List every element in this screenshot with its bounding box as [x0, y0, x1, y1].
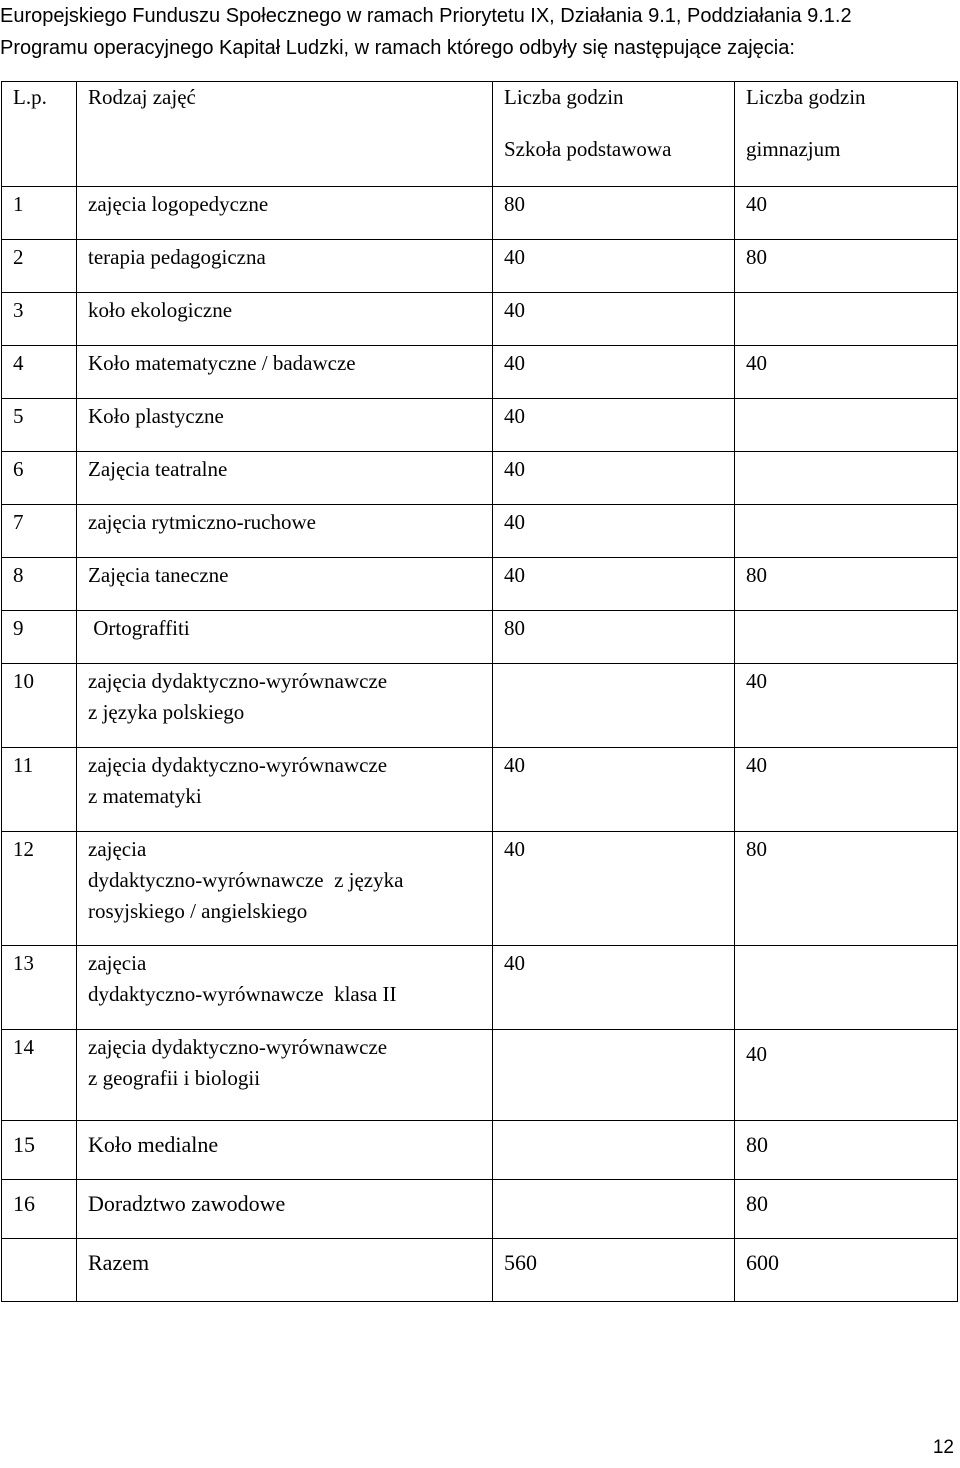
- row-activity-line: z matematyki: [88, 784, 202, 808]
- intro-line-1: Europejskiego Funduszu Społecznego w ramach Priorytetu IX, Działania 9.1, Poddziałania 9.1.2: [0, 5, 852, 27]
- row-number: 13: [2, 946, 77, 1030]
- row-number: 5: [2, 399, 77, 452]
- total-number-cell: [2, 1239, 77, 1302]
- table-row: [2, 399, 958, 452]
- row-number: 8: [2, 558, 77, 611]
- row-primary-hours: 40: [493, 832, 735, 946]
- row-activity: zajęcia rytmiczno-ruchowe: [77, 505, 493, 558]
- row-activity: [77, 748, 493, 832]
- table-row: [2, 664, 958, 748]
- table-row: [2, 611, 958, 664]
- total-primary-hours: 560: [493, 1239, 735, 1302]
- row-gym-hours: 40: [735, 346, 958, 399]
- row-gym-hours: [735, 505, 958, 558]
- row-number: 11: [2, 748, 77, 832]
- row-activity-line: dydaktyczno-wyrównawcze klasa II: [88, 982, 397, 1006]
- page-number: 12: [932, 1437, 954, 1458]
- row-activity: Ortograffiti: [77, 611, 493, 664]
- row-number: 9: [2, 611, 77, 664]
- table-row: [2, 558, 958, 611]
- row-activity-line: zajęcia dydaktyczno-wyrównawcze: [88, 1035, 388, 1059]
- header-gymnasium: [735, 82, 958, 187]
- intro-line-2: Programu operacyjnego Kapitał Ludzki, w ramach którego odbyły się następujące zajęcia:: [0, 37, 795, 59]
- row-primary-hours: 40: [493, 293, 735, 346]
- row-gym-hours: 40: [735, 187, 958, 240]
- table-row: [2, 452, 958, 505]
- row-activity: zajęcia logopedyczne: [77, 187, 493, 240]
- row-activity-line: rosyjskiego / angielskiego: [88, 899, 308, 923]
- table-row: [2, 346, 958, 399]
- row-number: 7: [2, 505, 77, 558]
- row-primary-hours: 40: [493, 946, 735, 1030]
- row-activity-line: zajęcia: [88, 951, 147, 975]
- row-activity: Zajęcia teatralne: [77, 452, 493, 505]
- table-row: [2, 1121, 958, 1180]
- row-activity-line: z geografii i biologii: [88, 1066, 261, 1090]
- table-row: [2, 748, 958, 832]
- table-row: [2, 240, 958, 293]
- row-primary-hours: 40: [493, 748, 735, 832]
- row-primary-hours: [493, 664, 735, 748]
- row-primary-hours: [493, 1121, 735, 1180]
- row-number: 10: [2, 664, 77, 748]
- row-number: 6: [2, 452, 77, 505]
- row-activity: Koło plastyczne: [77, 399, 493, 452]
- table-row: [2, 946, 958, 1030]
- row-primary-hours: 40: [493, 452, 735, 505]
- header-primary-line1: Liczba godzin: [504, 85, 624, 109]
- row-number: 12: [2, 832, 77, 946]
- row-primary-hours: [493, 1030, 735, 1121]
- row-gym-hours: [735, 399, 958, 452]
- row-primary-hours: 80: [493, 187, 735, 240]
- header-primary-line2: Szkoła podstawowa: [504, 137, 672, 161]
- total-gym-hours: 600: [735, 1239, 958, 1302]
- row-activity-line: zajęcia dydaktyczno-wyrównawcze: [88, 753, 388, 777]
- table-row: [2, 293, 958, 346]
- table-row: [2, 832, 958, 946]
- table-total-row: [2, 1239, 958, 1302]
- header-gym-line1: Liczba godzin: [746, 85, 866, 109]
- row-activity: [77, 946, 493, 1030]
- row-gym-hours: 40: [735, 1030, 958, 1121]
- row-activity: [77, 664, 493, 748]
- row-gym-hours: [735, 293, 958, 346]
- row-activity: Koło matematyczne / badawcze: [77, 346, 493, 399]
- row-number: 15: [2, 1121, 77, 1180]
- table-row: [2, 1030, 958, 1121]
- row-number: 2: [2, 240, 77, 293]
- header-lp: L.p.: [2, 82, 77, 187]
- row-gym-hours: 40: [735, 748, 958, 832]
- row-activity: terapia pedagogiczna: [77, 240, 493, 293]
- row-gym-hours: 80: [735, 1121, 958, 1180]
- header-type: Rodzaj zajęć: [77, 82, 493, 187]
- row-gym-hours: [735, 611, 958, 664]
- row-gym-hours: 80: [735, 1180, 958, 1239]
- table-row: [2, 505, 958, 558]
- row-activity: Doradztwo zawodowe: [77, 1180, 493, 1239]
- row-activity: Koło medialne: [77, 1121, 493, 1180]
- row-activity-line: z języka polskiego: [88, 700, 245, 724]
- row-primary-hours: 40: [493, 558, 735, 611]
- table-row: [2, 1180, 958, 1239]
- row-activity-line: zajęcia: [88, 837, 147, 861]
- row-number: 4: [2, 346, 77, 399]
- row-primary-hours: [493, 1180, 735, 1239]
- row-gym-hours: 80: [735, 558, 958, 611]
- row-gym-hours: 80: [735, 832, 958, 946]
- row-gym-hours: [735, 452, 958, 505]
- row-activity-line: dydaktyczno-wyrównawcze z języka: [88, 868, 404, 892]
- activities-table: [1, 81, 958, 1302]
- row-activity: Zajęcia taneczne: [77, 558, 493, 611]
- row-primary-hours: 40: [493, 240, 735, 293]
- row-activity-line: zajęcia dydaktyczno-wyrównawcze: [88, 669, 388, 693]
- header-gym-line2: gimnazjum: [746, 137, 841, 161]
- row-activity: [77, 1030, 493, 1121]
- row-primary-hours: 40: [493, 346, 735, 399]
- row-number: 1: [2, 187, 77, 240]
- row-number: 16: [2, 1180, 77, 1239]
- row-activity: koło ekologiczne: [77, 293, 493, 346]
- header-primary: [493, 82, 735, 187]
- row-primary-hours: 40: [493, 399, 735, 452]
- intro-text: [0, 0, 960, 64]
- row-number: 14: [2, 1030, 77, 1121]
- table-header-row: [2, 82, 958, 187]
- total-label: Razem: [77, 1239, 493, 1302]
- row-activity: [77, 832, 493, 946]
- row-gym-hours: [735, 946, 958, 1030]
- table-row: [2, 187, 958, 240]
- row-number: 3: [2, 293, 77, 346]
- row-gym-hours: 40: [735, 664, 958, 748]
- row-primary-hours: 80: [493, 611, 735, 664]
- row-gym-hours: 80: [735, 240, 958, 293]
- row-primary-hours: 40: [493, 505, 735, 558]
